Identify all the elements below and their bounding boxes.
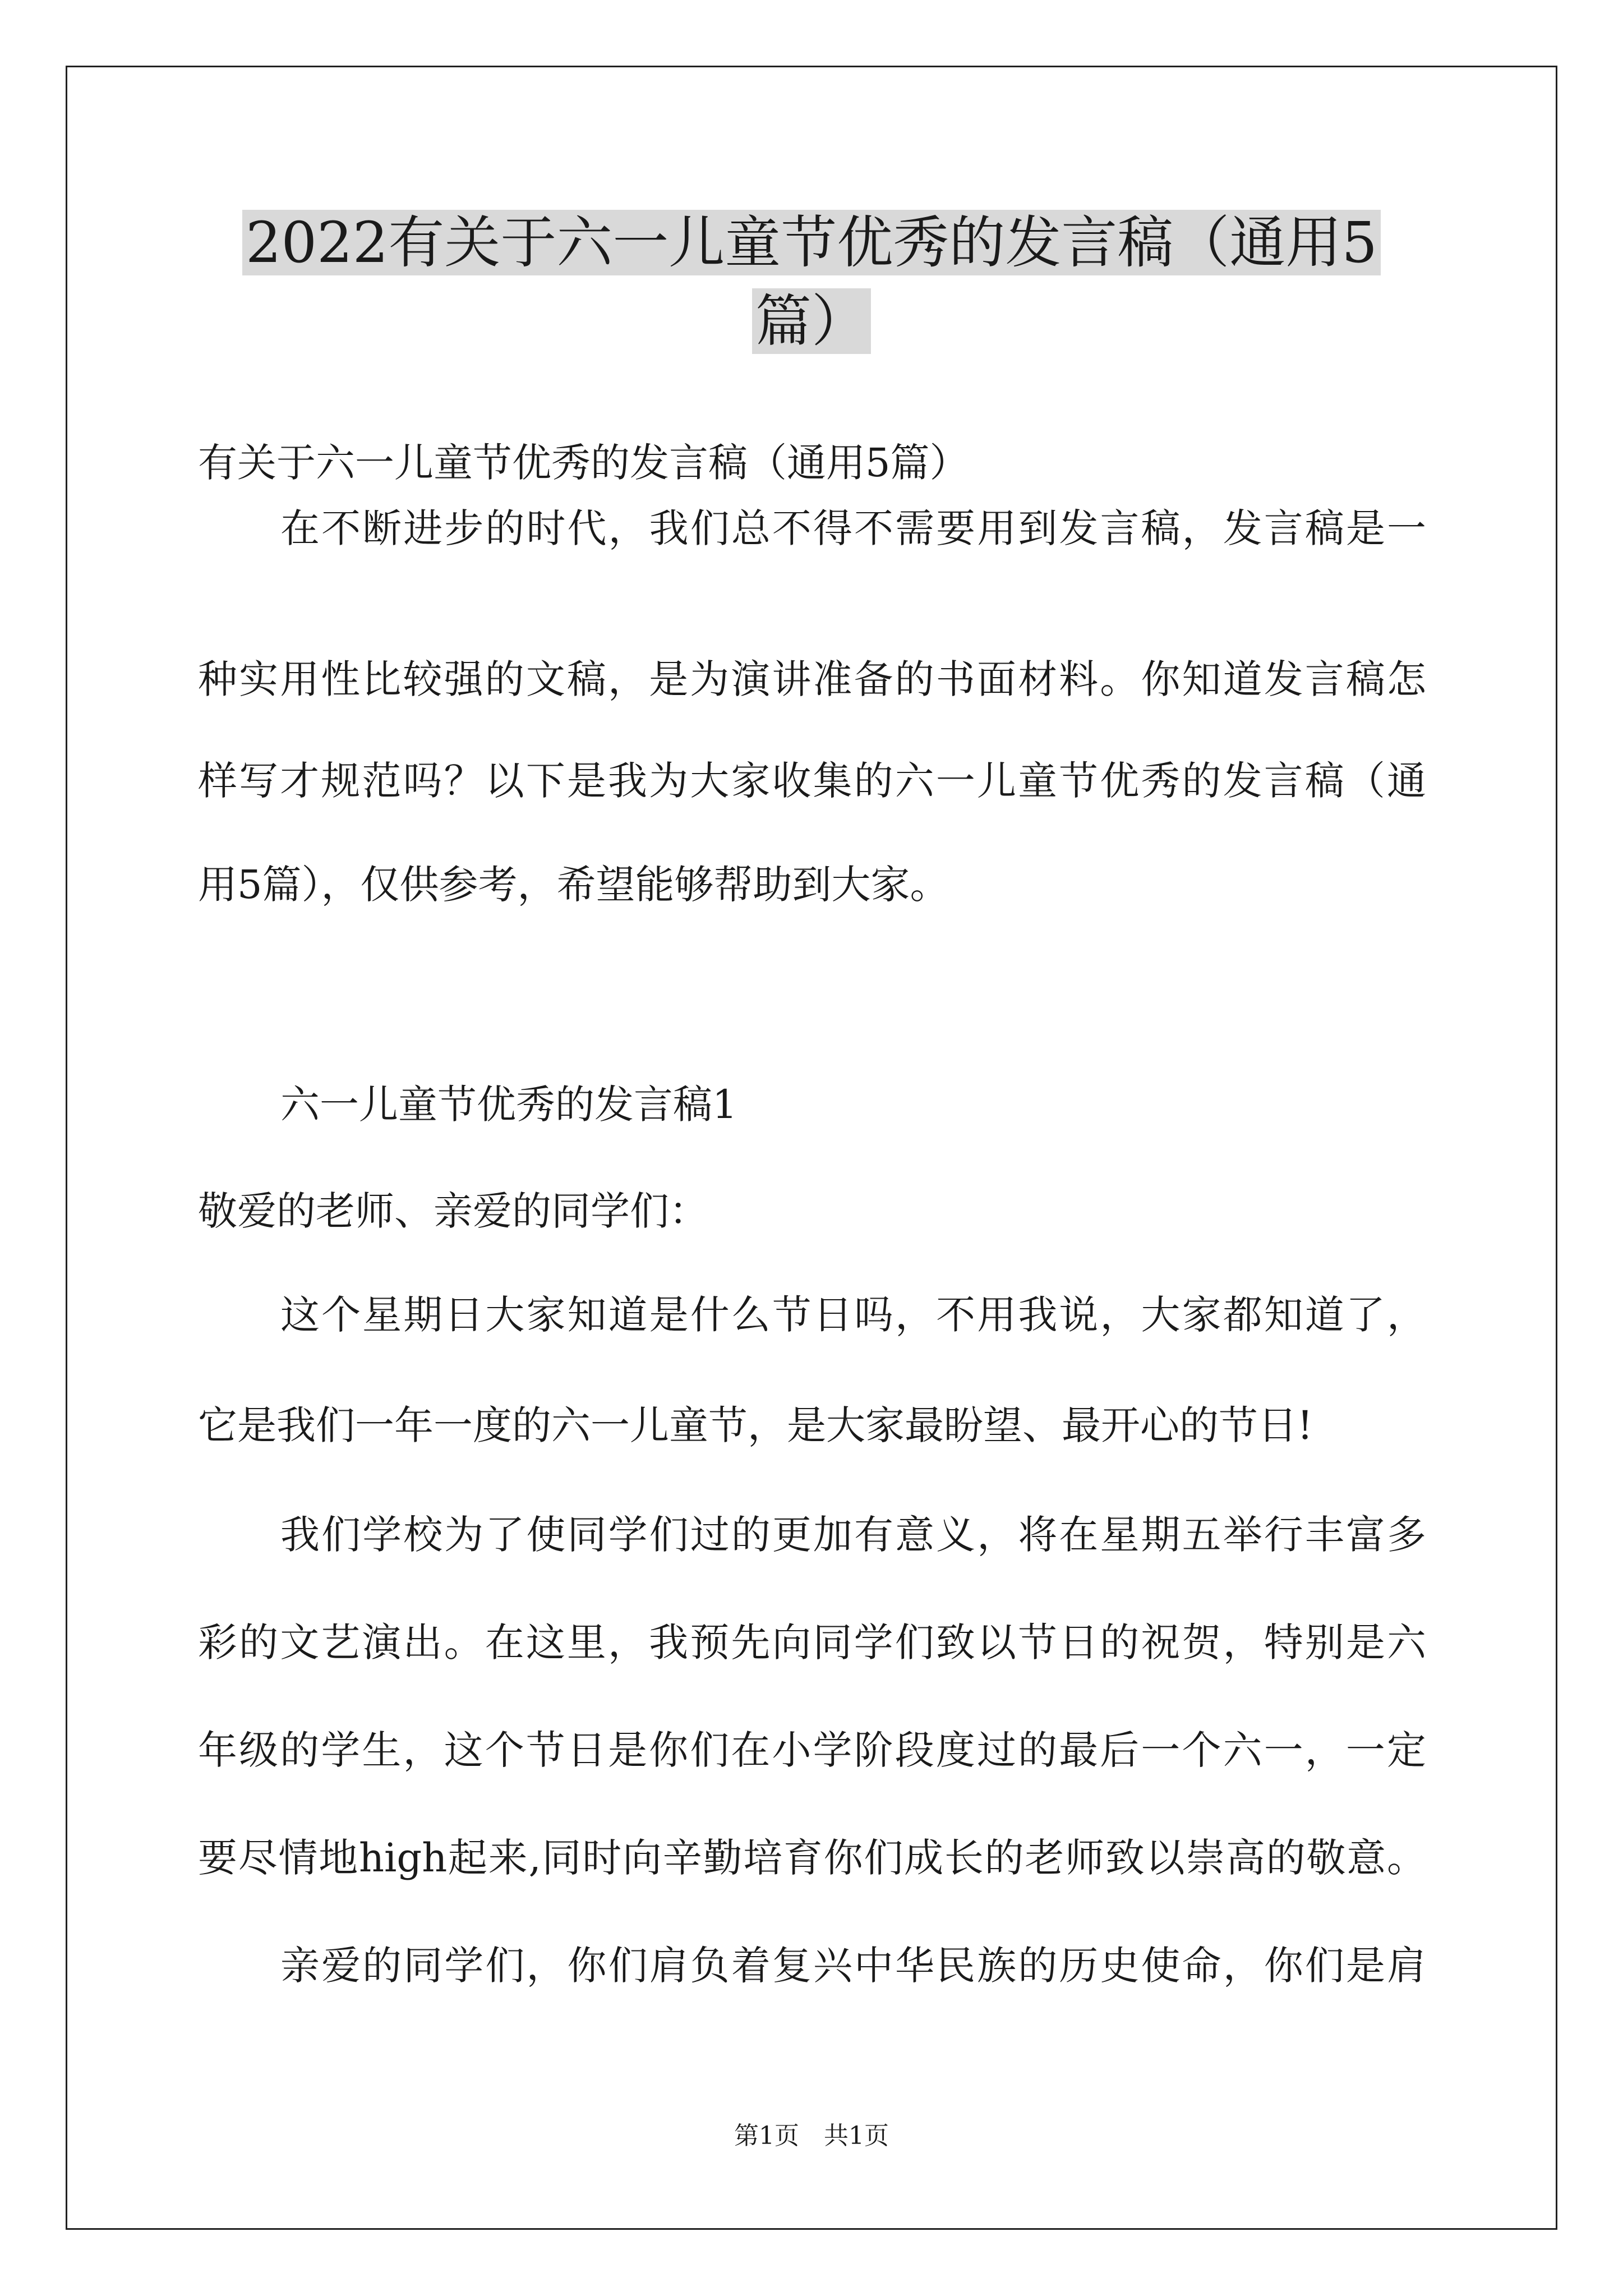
paragraph-line: 要尽情地high起来,同时向辛勤培育你们成长的老师致以崇高的敬意。 — [198, 1835, 1426, 1881]
paragraph-line: 样写才规范吗？以下是我为大家收集的六一儿童节优秀的发言稿（通 — [198, 758, 1426, 804]
subtitle-line: 有关于六一儿童节优秀的发言稿（通用5篇） — [198, 440, 969, 486]
paragraph-line: 这个星期日大家知道是什么节日吗，不用我说，大家都知道了， — [280, 1292, 1426, 1338]
page-border — [66, 66, 1557, 2230]
document-title-line-1: 2022有关于六一儿童节优秀的发言稿（通用5 — [0, 206, 1623, 279]
page-footer: 第1页 共1页 — [734, 2122, 889, 2150]
section-heading: 六一儿童节优秀的发言稿1 — [280, 1082, 737, 1128]
paragraph-line: 用5篇），仅供参考，希望能够帮助到大家。 — [198, 862, 949, 908]
paragraph-line: 它是我们一年一度的六一儿童节，是大家最盼望、最开心的节日! — [198, 1402, 1313, 1448]
paragraph-line: 在不断进步的时代，我们总不得不需要用到发言稿，发言稿是一 — [280, 505, 1426, 551]
paragraph-line: 亲爱的同学们，你们肩负着复兴中华民族的历史使命，你们是肩 — [280, 1943, 1426, 1989]
paragraph-line: 彩的文艺演出。在这里，我预先向同学们致以节日的祝贺，特别是六 — [198, 1619, 1426, 1665]
salutation: 敬爱的老师、亲爱的同学们： — [198, 1188, 708, 1234]
paragraph-line: 年级的学生，这个节日是你们在小学阶段度过的最后一个六一，一定 — [198, 1727, 1426, 1773]
paragraph-line: 我们学校为了使同学们过的更加有意义，将在星期五举行丰富多 — [280, 1512, 1426, 1558]
paragraph-line: 种实用性比较强的文稿，是为演讲准备的书面材料。你知道发言稿怎 — [198, 656, 1426, 702]
document-title-line-2: 篇） — [0, 285, 1623, 358]
